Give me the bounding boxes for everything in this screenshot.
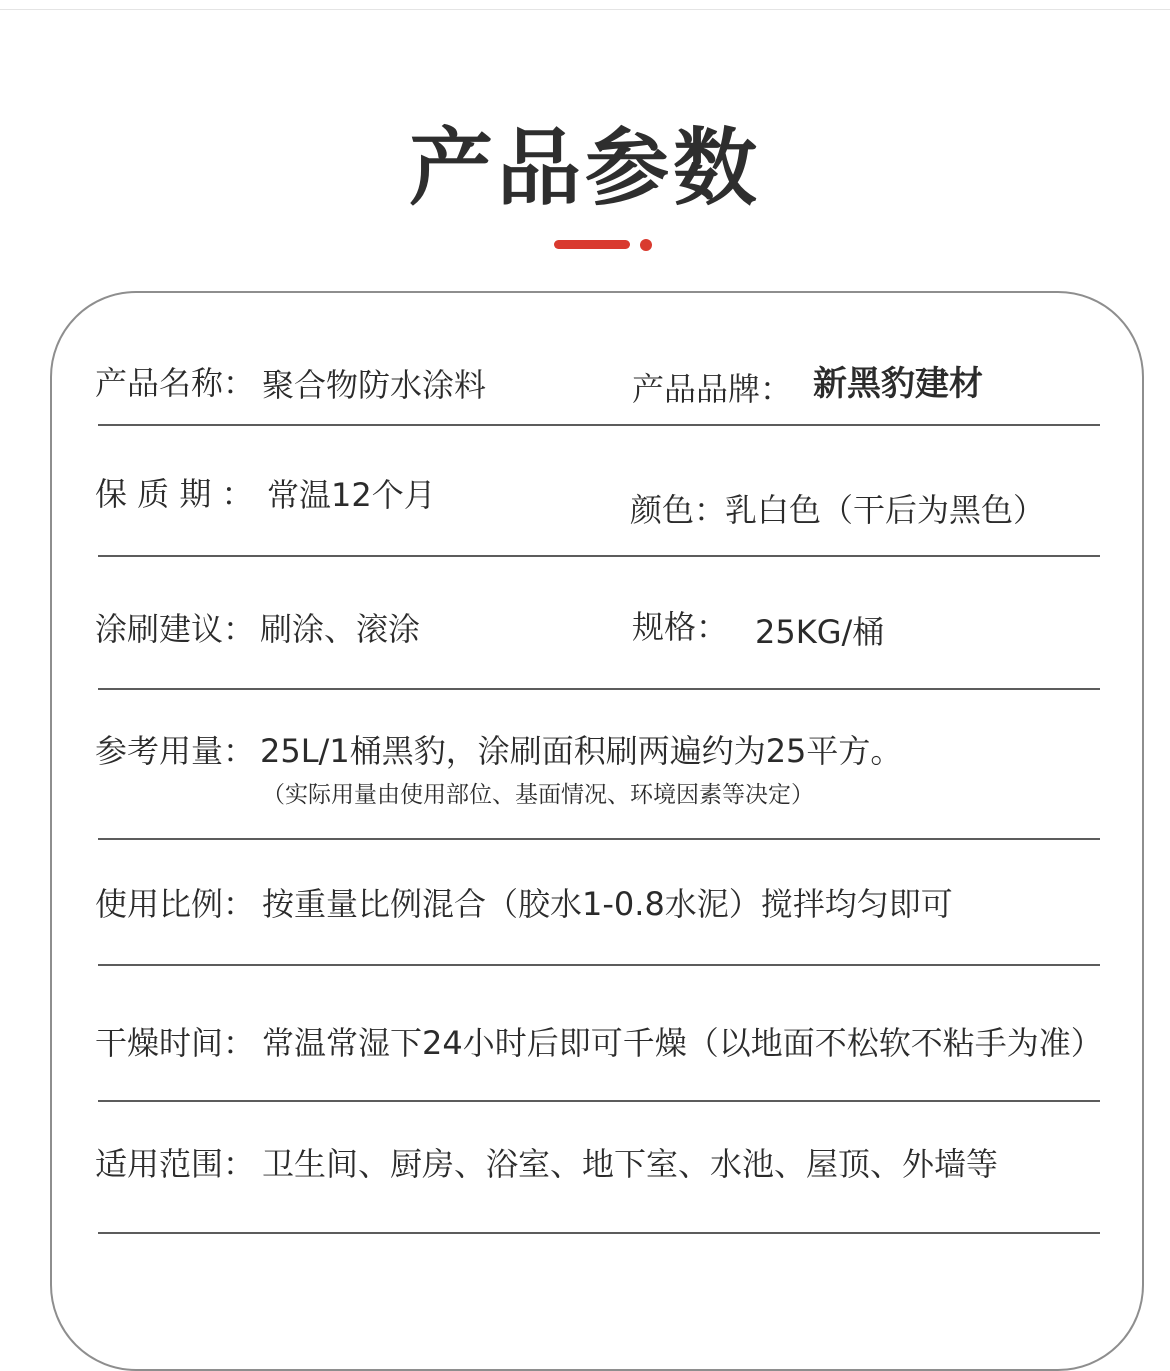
title-accent-dot — [640, 239, 652, 251]
spec-label: 规格： — [632, 608, 729, 646]
row-divider — [98, 1100, 1100, 1102]
usage-value: 25L/1桶黑豹，涂刷面积刷两遍约为25平方。 — [260, 732, 903, 770]
name-label: 产品名称： — [95, 364, 256, 402]
row-divider — [98, 838, 1100, 840]
title-accent-bar — [554, 240, 630, 249]
spec-value: 25KG/桶 — [755, 613, 885, 651]
ratio-value: 按重量比例混合（胶水1-0.8水泥）搅拌均匀即可 — [262, 885, 953, 923]
page-title: 产品参数 — [408, 119, 761, 217]
shelf-life-label: 保 质 期 ： — [95, 475, 254, 513]
name-value: 聚合物防水涂料 — [262, 366, 487, 404]
drying-label: 干燥时间： — [95, 1024, 256, 1062]
color-label: 颜色： — [630, 491, 727, 529]
method-value: 刷涂、滚涂 — [260, 610, 421, 648]
method-label: 涂刷建议： — [95, 610, 256, 648]
drying-value: 常温常湿下24小时后即可千燥（以地面不松软不粘手为准） — [262, 1024, 1103, 1062]
scope-value: 卫生间、厨房、浴室、地下室、水池、屋顶、外墙等 — [262, 1145, 999, 1183]
ratio-label: 使用比例： — [95, 885, 256, 923]
color-value: 乳白色（干后为黑色） — [725, 491, 1046, 529]
scope-label: 适用范围： — [95, 1145, 256, 1183]
brand-label: 产品品牌： — [632, 370, 793, 408]
usage-note: （实际用量由使用部位、基面情况、环境因素等决定） — [262, 782, 814, 808]
usage-label: 参考用量： — [95, 732, 256, 770]
row-divider — [98, 964, 1100, 966]
row-divider — [98, 555, 1100, 557]
row-divider — [98, 688, 1100, 690]
top-divider — [0, 9, 1170, 10]
row-divider — [98, 1232, 1100, 1234]
spec-card — [50, 291, 1144, 1371]
row-divider — [98, 424, 1100, 426]
brand-value: 新黑豹建材 — [813, 364, 983, 404]
shelf-life-value: 常温12个月 — [267, 476, 436, 514]
